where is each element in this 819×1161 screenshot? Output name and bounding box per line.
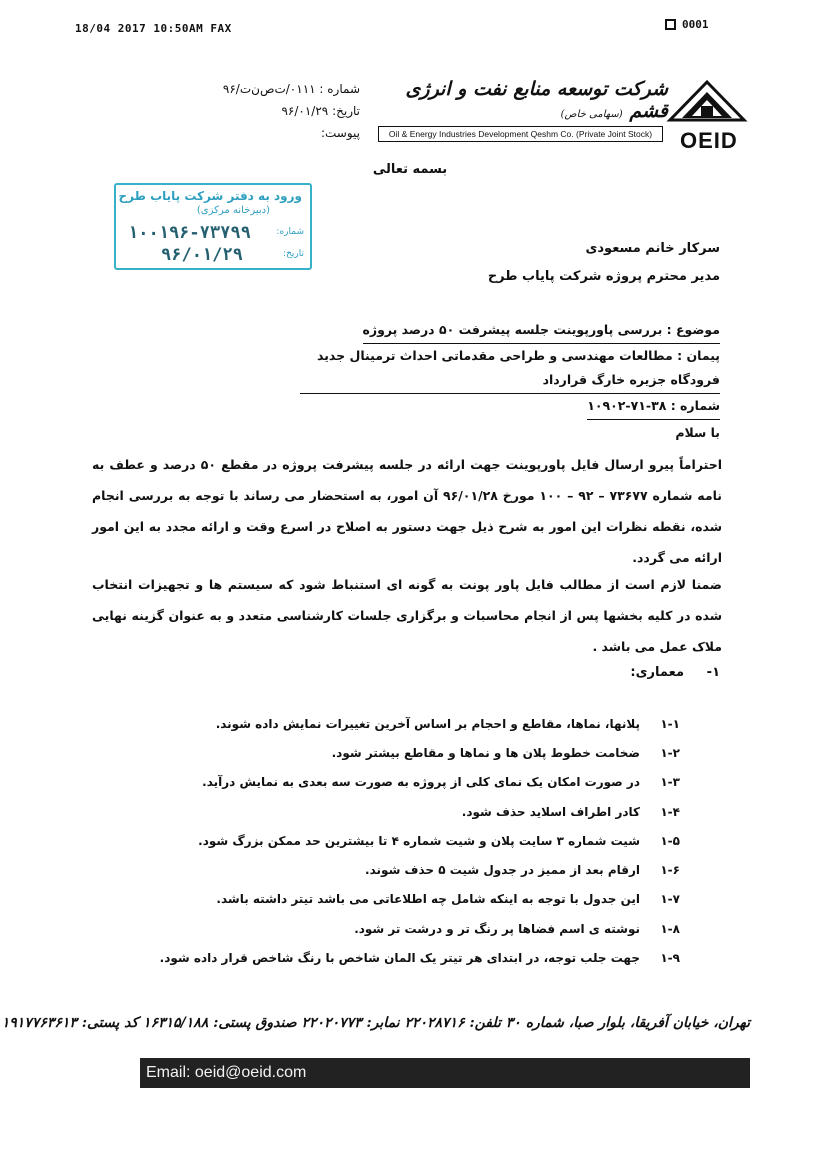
letter-meta — [160, 78, 360, 144]
item-number: ۱-۳ — [660, 775, 680, 790]
item-text: نوشته ی اسم فضاها پر رنگ تر و درشت تر شود. — [354, 921, 640, 936]
recipient-title: مدیر محترم پروژه شرکت پایاب طرح — [487, 269, 720, 284]
list-item — [150, 885, 680, 914]
stamp-date-label: تاریخ: — [283, 249, 304, 259]
item-number: ۱-۵ — [660, 833, 680, 848]
item-number: ۱-۷ — [660, 892, 680, 907]
stamp-subtitle: (دبیرخانه مرکزی) — [196, 205, 270, 216]
fax-page-number — [665, 18, 709, 31]
stamp-number-label: شماره: — [276, 227, 304, 237]
fax-page-label: 0001 — [682, 18, 709, 31]
item-text: در صورت امکان یک نمای کلی از پروژه به صورت سه بعدی به نمایش درآید. — [202, 775, 640, 790]
section-heading — [560, 665, 720, 680]
contract-number-line: شماره : ۳۸-۷۱-۱۰۹۰۲ — [587, 394, 720, 420]
footer-email-bar — [140, 1058, 750, 1088]
subject-block — [300, 318, 720, 420]
letter-number-label: شماره : — [319, 82, 360, 96]
company-type-note: (سهامی خاص) — [560, 109, 623, 120]
list-item — [150, 738, 680, 767]
company-logo-text: OEID — [680, 128, 738, 153]
item-text: این جدول با توجه به اینکه شامل چه اطلاعاتی می باشد تیتر داشته باشد. — [216, 892, 640, 907]
body-paragraph-1: احتراماً پیرو ارسال فایل پاورپوینت جهت ارائه در جلسه پیشرفت پروژه در مقطع ۵۰ درصد و عطف به نامه شماره ۷۳۶۷۷ – ۹۲ – ۱۰۰ مورخ ۹۶/۰۱/۲۸ آن امور، به استحضار می رساند با توجه به بررسی انجام شده، نقطه نظرات این امور به شرح ذیل جهت دستور به اصلاح در اسرع وقت و ارائه مجدد به این امور ارائه می گردد. — [92, 457, 722, 565]
letter-date-label: تاریخ: — [332, 104, 360, 118]
item-number: ۱-۱ — [660, 716, 680, 731]
letter-number-row — [160, 78, 360, 100]
contract-line: پیمان : مطالعات مهندسی و طراحی مقدماتی احداث ترمینال جدید فرودگاه جزیره خارگ قرارداد — [300, 344, 720, 394]
item-text: شیت شماره ۳ سایت پلان و شیت شماره ۴ تا بیشترین حد ممکن بزرگ شود. — [198, 833, 640, 848]
recipient-block — [460, 235, 720, 291]
list-item — [150, 797, 680, 826]
item-number: ۱-۹ — [660, 951, 680, 966]
footer-email: Email: oeid@oeid.com — [146, 1064, 307, 1081]
list-item — [150, 826, 680, 855]
list-item — [150, 709, 680, 738]
item-number: ۱-۶ — [660, 863, 680, 878]
letter-attachment-row — [160, 122, 360, 144]
item-number: ۱-۲ — [660, 745, 680, 760]
section-number: ۱- — [706, 665, 720, 680]
company-name-fa-text: شرکت توسعه منابع نفت و انرژی قشم — [405, 78, 668, 122]
item-text: جهت جلب توجه، در ابتدای هر تیتر یک المان شاخص با رنگ شاخص قرار داده شود. — [159, 951, 640, 966]
letter-date-value: ۹۶/۰۱/۲۹ — [281, 104, 329, 118]
fax-page-icon — [665, 19, 676, 30]
letter-date-row — [160, 100, 360, 122]
recipient-name: سرکار خانم مسعودی — [585, 241, 720, 256]
company-name-en: Oil & Energy Industries Development Qeshm Co. (Private Joint Stock) — [378, 126, 663, 142]
letter-attachment-label: پیوست: — [320, 126, 360, 140]
company-name-fa — [398, 78, 668, 122]
receipt-stamp — [114, 183, 312, 270]
greeting: با سلام — [675, 425, 720, 440]
list-item — [150, 943, 680, 972]
list-item — [150, 914, 680, 943]
stamp-date-value: ۹۶/۰۱/۲۹ — [161, 245, 243, 265]
architecture-items-list — [150, 709, 680, 973]
item-text: ارقام بعد از ممیز در جدول شیت ۵ حذف شوند. — [365, 863, 640, 878]
letter-number-value: ۰۱۱۱/ت‌ص‌ن‌ت/۹۶ — [222, 82, 316, 96]
bismillah-heading: بسمه تعالی — [372, 162, 448, 177]
item-text: پلانها، نماها، مقاطع و احجام بر اساس آخرین تغییرات نمایش داده شوند. — [215, 716, 640, 731]
item-number: ۱-۸ — [660, 921, 680, 936]
list-item — [150, 855, 680, 884]
body-paragraph-2: ضمنا لازم است از مطالب فایل پاور پونت به گونه ای استنباط شود که سیستم ها و تجهیزات انتخاب شده در کلیه بخشها پس از انجام محاسبات و برگزاری جلسات کارشناسی متعدد و به عنوان گزینه نهایی ملاک عمل می باشد . — [92, 577, 722, 654]
subject-line: موضوع : بررسی پاورپوینت جلسه پیشرفت ۵۰ درصد پروژه — [363, 318, 720, 344]
item-text: کادر اطراف اسلاید حذف شود. — [461, 804, 640, 819]
stamp-number-value: ۱۰۰۱۹۶-۷۳۷۹۹ — [128, 223, 251, 243]
item-text: ضخامت خطوط پلان ها و نماها و مقاطع بیشتر شود. — [331, 745, 640, 760]
stamp-title: ورود به دفتر شرکت پایاب طرح — [118, 189, 302, 203]
item-number: ۱-۴ — [660, 804, 680, 819]
footer-address: تهران، خیابان آفریقا، بلوار صبا، شماره ۳۰ تلفن: ۲۲۰۲۸۷۱۶ نمابر: ۲۲۰۲۰۷۷۳ صندوق پستی: ۱۶۳۱۵/۱۸۸ کد پستی: ۱۹۱۷۷۶۳۶۱۳ — [1, 1015, 750, 1031]
fax-header: 18/04 2017 10:50AM FAX — [75, 22, 232, 35]
list-item — [150, 768, 680, 797]
section-title: معماری: — [630, 665, 685, 680]
